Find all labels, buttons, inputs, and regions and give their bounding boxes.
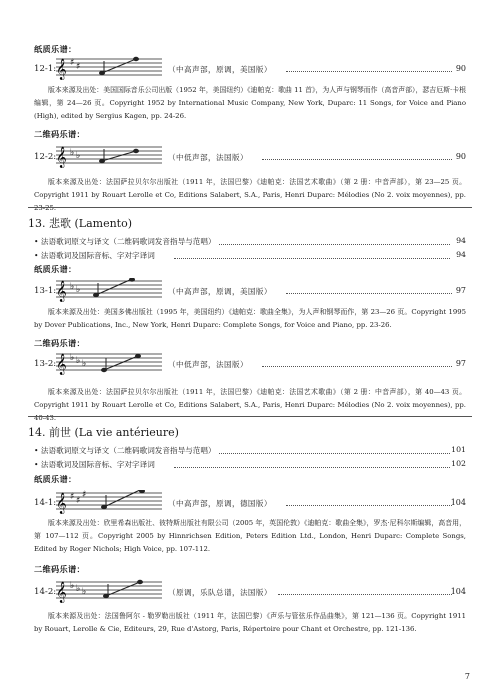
svg-text:𝄞: 𝄞 — [56, 281, 67, 302]
entry-code: 13-1: — [34, 286, 57, 296]
page-number: 7 — [464, 672, 470, 681]
page-ref: 104 — [450, 587, 466, 596]
edition-note: （原调，乐队总谱，法国版） — [168, 588, 272, 597]
music-staff-icon — [56, 144, 164, 168]
score-entry-14-1 — [34, 490, 466, 514]
svg-text:♭: ♭ — [70, 148, 75, 158]
svg-text:♭: ♭ — [76, 356, 81, 366]
edition-note: （中低声部，法国版） — [168, 153, 248, 162]
paper-score-label: 纸质乐谱： — [34, 474, 77, 484]
section-title-14: 14. 前世 (La vie antérieure) — [28, 426, 179, 439]
source-description: 版本来源及出处：法国萨拉贝尔尔出版社（1911 年，法国巴黎）《迪帕克：法国艺术歌曲》（第 2 册：中音声部），第 40—43 页。Copyright 1911 by Rouart Lerolle et Co, Editions Salabert, S.A., Paris, Henri Duparc: Mélodies (No 2. voix moyennes), pp. 40-43. — [34, 388, 466, 422]
qr-score-label: 二维码乐谱： — [34, 129, 85, 139]
svg-text:𝄞: 𝄞 — [56, 582, 67, 603]
page-ref: 97 — [455, 286, 466, 295]
svg-text:𝄞: 𝄞 — [56, 147, 67, 168]
page-ref: 104 — [450, 498, 466, 507]
svg-text:♯: ♯ — [70, 492, 75, 502]
svg-text:♭: ♭ — [76, 285, 81, 295]
svg-text:♯: ♯ — [82, 490, 87, 500]
score-entry-13-1 — [34, 278, 466, 302]
source-description: 版本来源及出处：法国萨拉贝尔尔出版社（1911 年，法国巴黎）《迪帕克：法国艺术歌曲》（第 2 册：中音声部），第 23—25 页。Copyright 1911 by Rouart Lerolle et Co, Editions Salabert, S.A., Paris, Henri Duparc: Mélodies (No 2. voix moyennes), pp. 23-25. — [34, 178, 466, 212]
source-description: 版本来源及出处：欣里希森出版社、彼特斯出版社有限公司（2005 年，英国伦敦）《迪帕克：歌曲全集》，罗杰·尼科尔斯编辑，高音用，第 107—112 页。Copyright 2005 by Hinnrichsen Edition, Peters Edition Ltd., London, Henri Duparc: Complete Songs, Edited by Roger Nichols; High Voice, pp. 107-112. — [34, 519, 466, 553]
svg-text:♭: ♭ — [70, 581, 75, 591]
section-title-13: 13. 悲歌 (Lamento) — [28, 217, 133, 230]
section-divider — [28, 416, 472, 417]
score-entry-14-2 — [34, 579, 466, 603]
score-entry-12-1 — [34, 56, 466, 80]
svg-text:♯: ♯ — [70, 58, 75, 68]
edition-note: （中低声部，法国版） — [168, 360, 248, 369]
svg-text:♯: ♯ — [76, 496, 81, 506]
svg-text:𝄞: 𝄞 — [56, 493, 67, 514]
edition-note: （中高声部，原调，德国版） — [168, 499, 272, 508]
edition-note: （中高声部，原调，美国版） — [168, 65, 272, 74]
entry-code: 14-2: — [34, 587, 57, 597]
qr-score-label: 二维码乐谱： — [34, 564, 85, 574]
svg-text:♭: ♭ — [70, 282, 75, 292]
score-entry-13-2 — [34, 351, 466, 375]
svg-text:♭: ♭ — [82, 359, 87, 369]
svg-text:♭: ♭ — [76, 584, 81, 594]
page-ref: 90 — [455, 152, 466, 161]
qr-score-label: 二维码乐谱： — [34, 338, 85, 348]
svg-text:♯: ♯ — [76, 62, 81, 72]
page-ref: 90 — [455, 64, 466, 73]
entry-code: 12-1: — [34, 64, 57, 74]
list-item: • 法语歌词原文与译文（二维码歌词发音指导与范唱） 101 — [34, 445, 466, 455]
svg-text:♭: ♭ — [82, 587, 87, 597]
list-item: • 法语歌词及国际音标、字对字译词 102 — [34, 459, 466, 469]
svg-text:♭: ♭ — [76, 151, 81, 161]
paper-score-label: 纸质乐谱： — [34, 44, 77, 54]
music-staff-icon — [56, 490, 164, 514]
edition-note: （中高声部，原调，美国版） — [168, 287, 272, 296]
music-staff-icon — [56, 579, 164, 603]
entry-code: 14-1: — [34, 498, 57, 508]
score-entry-12-2 — [34, 144, 466, 168]
source-description: 版本来源及出处：美国国际音乐公司出版（1952 年，美国纽约）《迪帕克：歌曲 11 首》，为人声与钢琴而作（高音声部），瑟吉厄斯·卡根编辑，第 24—26 页。Copyright 1952 by International Music Company, New York, Duparc: 11 Songs, for Voice and Piano (High), edited by Sergius Kagen, pp. 24-26. — [34, 86, 466, 120]
list-item: • 法语歌词原文与译文（二维码歌词发音指导与范唱） 94 — [34, 236, 466, 246]
music-staff-icon — [56, 56, 164, 80]
page-ref: 97 — [455, 359, 466, 368]
source-description: 版本来源及出处：美国多佛出版社（1995 年，美国纽约）《迪帕克：歌曲全集》，为人声和钢琴而作，第 23—26 页。Copyright 1995 by Dover Publications, Inc., New York, Henri Duparc: Complete Songs, for Voice and Piano, pp. 23-26. — [34, 308, 466, 329]
source-description: 版本来源及出处：法国鲁阿尔 - 勒罗勒出版社（1911 年，法国巴黎）《声乐与管弦乐作品曲集》，第 121—136 页。Copyright 1911 by Rouart, Lerolle & Cie, Editeurs, 29, Rue d'Astorg, Paris, Répertoire pour Chant et Orchestre, pp. 121-136. — [34, 612, 466, 633]
svg-text:♭: ♭ — [70, 353, 75, 363]
section-divider — [28, 207, 472, 208]
music-staff-icon — [56, 351, 164, 375]
entry-code: 13-2: — [34, 359, 57, 369]
svg-text:𝄞: 𝄞 — [56, 59, 67, 80]
paper-score-label: 纸质乐谱： — [34, 264, 77, 274]
svg-text:𝄞: 𝄞 — [56, 354, 67, 375]
music-staff-icon — [56, 278, 164, 302]
entry-code: 12-2: — [34, 152, 57, 162]
list-item: • 法语歌词及国际音标、字对字译词 94 — [34, 250, 466, 260]
